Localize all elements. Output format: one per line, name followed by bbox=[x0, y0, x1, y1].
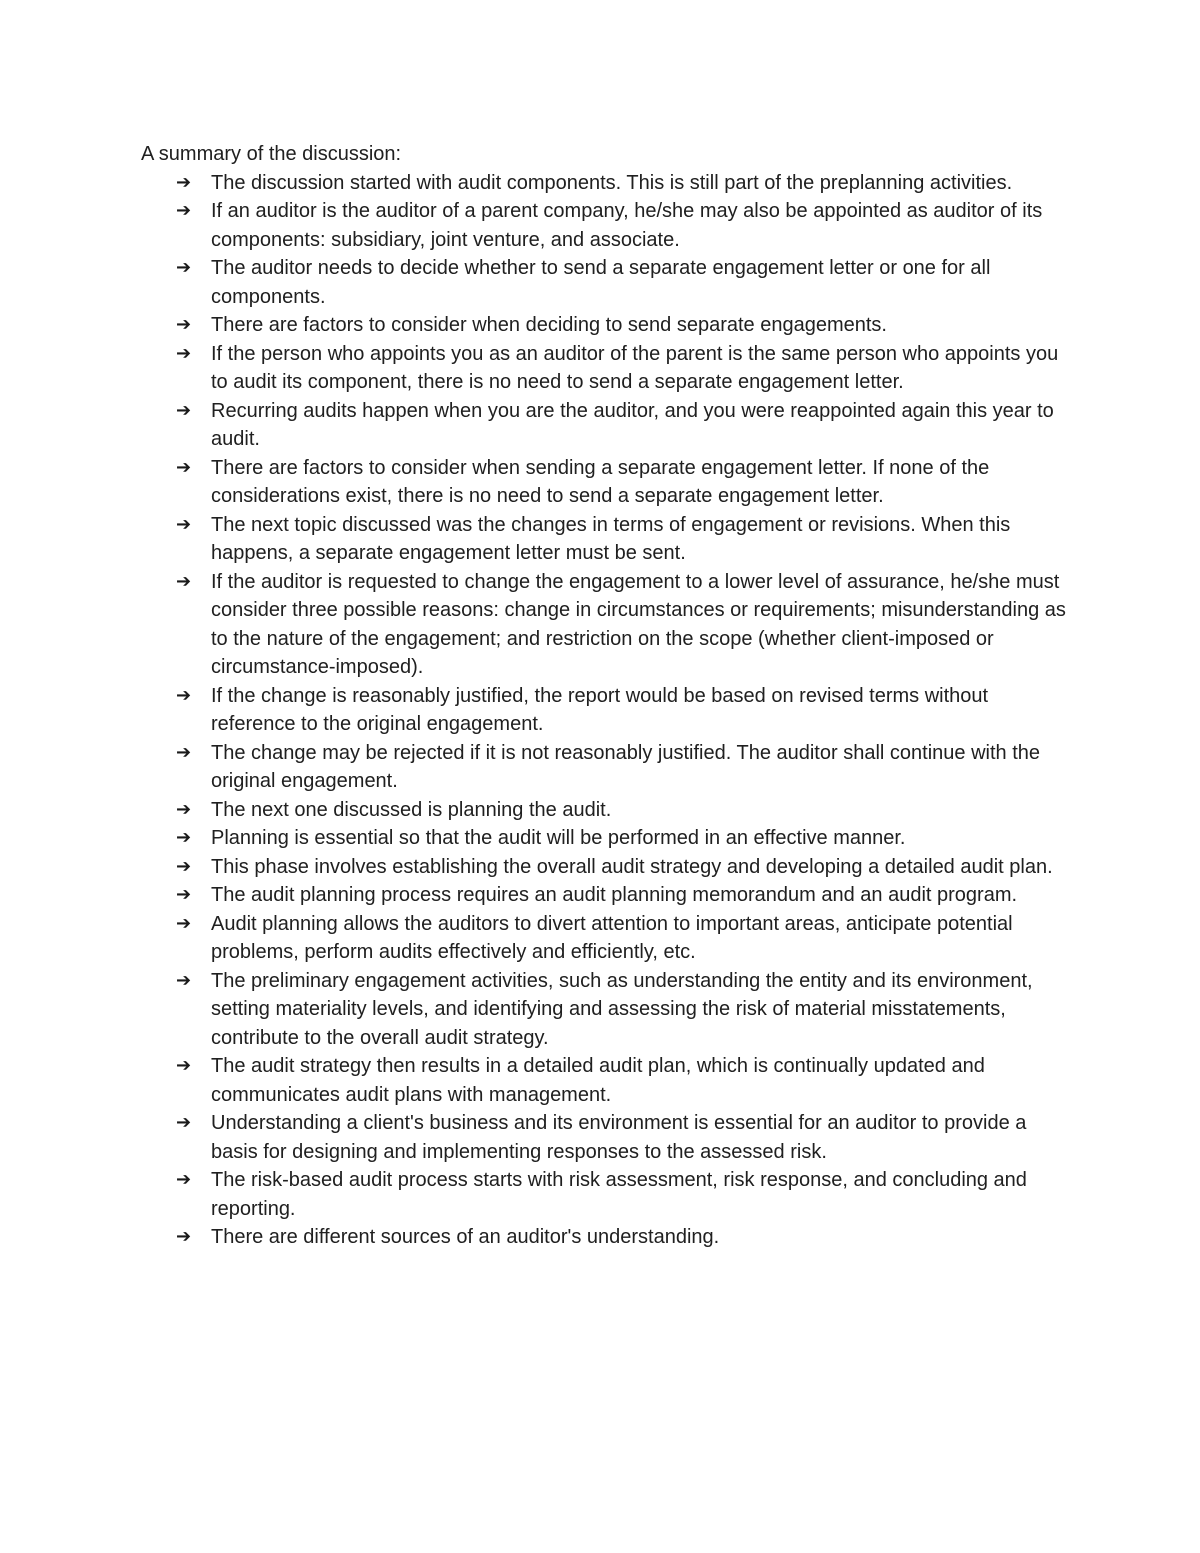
summary-bullet-item bbox=[176, 511, 1071, 568]
summary-bullet-text: The audit planning process requires an audit planning memorandum and an audit program. bbox=[211, 884, 1018, 906]
summary-bullet-item bbox=[176, 682, 1071, 739]
summary-bullet-item bbox=[176, 169, 1071, 198]
summary-bullet-text: The audit strategy then results in a detailed audit plan, which is continually updated and communicates audit plans with management. bbox=[211, 1055, 985, 1106]
summary-bullet-item bbox=[176, 311, 1071, 340]
right-arrow-icon: ➔ bbox=[176, 513, 192, 535]
summary-bullet-text: If the auditor is requested to change the engagement to a lower level of assurance, he/she must consider three possible reasons: change in circumstances or requirements; misunderstanding as to the nature of the engagement; and restriction on the scope (whether client-imposed or circumstance-imposed). bbox=[211, 570, 1066, 678]
summary-bullet-text: There are factors to consider when deciding to send separate engagements. bbox=[211, 314, 887, 336]
summary-bullet-text: Recurring audits happen when you are the auditor, and you were reappointed again this year to audit. bbox=[211, 399, 1054, 450]
summary-bullet-item bbox=[176, 853, 1071, 882]
summary-bullet-text: There are factors to consider when sending a separate engagement letter. If none of the considerations exist, there is no need to send a separate engagement letter. bbox=[211, 456, 990, 507]
right-arrow-icon: ➔ bbox=[176, 1226, 192, 1247]
right-arrow-icon: ➔ bbox=[176, 1169, 192, 1190]
summary-bullet-text: The risk-based audit process starts with risk assessment, risk response, and concluding and reporting. bbox=[211, 1169, 1027, 1220]
summary-bullet-text: The auditor needs to decide whether to send a separate engagement letter or one for all components. bbox=[211, 257, 991, 308]
summary-bullet-text: If the person who appoints you as an auditor of the parent is the same person who appoints you to audit its component, there is no need to send a separate engagement letter. bbox=[211, 342, 1059, 393]
summary-bullet-list bbox=[141, 169, 1071, 1252]
summary-bullet-text: The preliminary engagement activities, such as understanding the entity and its environment, setting materiality levels, and identifying and assessing the risk of material misstatements, contribute to the overall audit strategy. bbox=[211, 969, 1033, 1049]
right-arrow-icon: ➔ bbox=[176, 912, 192, 934]
summary-bullet-item bbox=[176, 796, 1071, 825]
summary-bullet-item bbox=[176, 254, 1071, 311]
right-arrow-icon: ➔ bbox=[176, 684, 192, 706]
summary-bullet-text: The next topic discussed was the changes in terms of engagement or revisions. When this happens, a separate engagement letter must be sent. bbox=[211, 513, 1011, 564]
summary-bullet-item bbox=[176, 1223, 1071, 1252]
right-arrow-icon: ➔ bbox=[176, 200, 192, 221]
summary-bullet-text: The change may be rejected if it is not reasonably justified. The auditor shall continue with the original engagement. bbox=[211, 741, 1040, 792]
summary-bullet-text: If an auditor is the auditor of a parent company, he/she may also be appointed as auditor of its components: subsidiary, joint venture, and associate. bbox=[211, 200, 1043, 251]
summary-bullet-item bbox=[176, 340, 1071, 397]
summary-bullet-text: If the change is reasonably justified, the report would be based on revised terms without reference to the original engagement. bbox=[211, 684, 989, 735]
summary-bullet-item bbox=[176, 824, 1071, 853]
summary-bullet-text: The next one discussed is planning the audit. bbox=[211, 798, 612, 821]
summary-bullet-item bbox=[176, 454, 1071, 511]
right-arrow-icon: ➔ bbox=[176, 1055, 192, 1076]
summary-bullet-item bbox=[176, 197, 1071, 254]
summary-bullet-item bbox=[176, 881, 1071, 910]
summary-bullet-text: Audit planning allows the auditors to divert attention to important areas, anticipate potential problems, perform audits effectively and efficiently, etc. bbox=[211, 912, 1013, 963]
summary-bullet-item bbox=[176, 397, 1071, 454]
summary-bullet-item bbox=[176, 568, 1071, 682]
summary-intro: A summary of the discussion: bbox=[141, 143, 402, 165]
right-arrow-icon: ➔ bbox=[176, 171, 192, 193]
right-arrow-icon: ➔ bbox=[176, 855, 192, 877]
summary-bullet-item bbox=[176, 1166, 1071, 1223]
summary-bullet-item bbox=[176, 1109, 1071, 1166]
right-arrow-icon: ➔ bbox=[176, 1112, 192, 1133]
summary-bullet-text: There are different sources of an auditor's understanding. bbox=[211, 1226, 720, 1248]
right-arrow-icon: ➔ bbox=[176, 741, 192, 763]
summary-bullet-item bbox=[176, 967, 1071, 1053]
document-page bbox=[141, 140, 1071, 1252]
summary-bullet-text: Planning is essential so that the audit will be performed in an effective manner. bbox=[211, 827, 906, 849]
right-arrow-icon: ➔ bbox=[176, 798, 192, 820]
right-arrow-icon: ➔ bbox=[176, 456, 192, 478]
summary-bullet-text: Understanding a client's business and its environment is essential for an auditor to provide a basis for designing and implementing responses to the assessed risk. bbox=[211, 1112, 1027, 1163]
summary-bullet-item bbox=[176, 1052, 1071, 1109]
right-arrow-icon: ➔ bbox=[176, 827, 192, 848]
right-arrow-icon: ➔ bbox=[176, 257, 192, 278]
summary-bullet-text: This phase involves establishing the overall audit strategy and developing a detailed audit plan. bbox=[211, 855, 1053, 878]
summary-bullet-text: The discussion started with audit components. This is still part of the preplanning activities. bbox=[211, 171, 1013, 194]
right-arrow-icon: ➔ bbox=[176, 314, 192, 335]
right-arrow-icon: ➔ bbox=[176, 570, 192, 592]
summary-bullet-item bbox=[176, 910, 1071, 967]
right-arrow-icon: ➔ bbox=[176, 884, 192, 905]
right-arrow-icon: ➔ bbox=[176, 399, 192, 421]
right-arrow-icon: ➔ bbox=[176, 342, 192, 364]
summary-bullet-item bbox=[176, 739, 1071, 796]
right-arrow-icon: ➔ bbox=[176, 969, 192, 991]
